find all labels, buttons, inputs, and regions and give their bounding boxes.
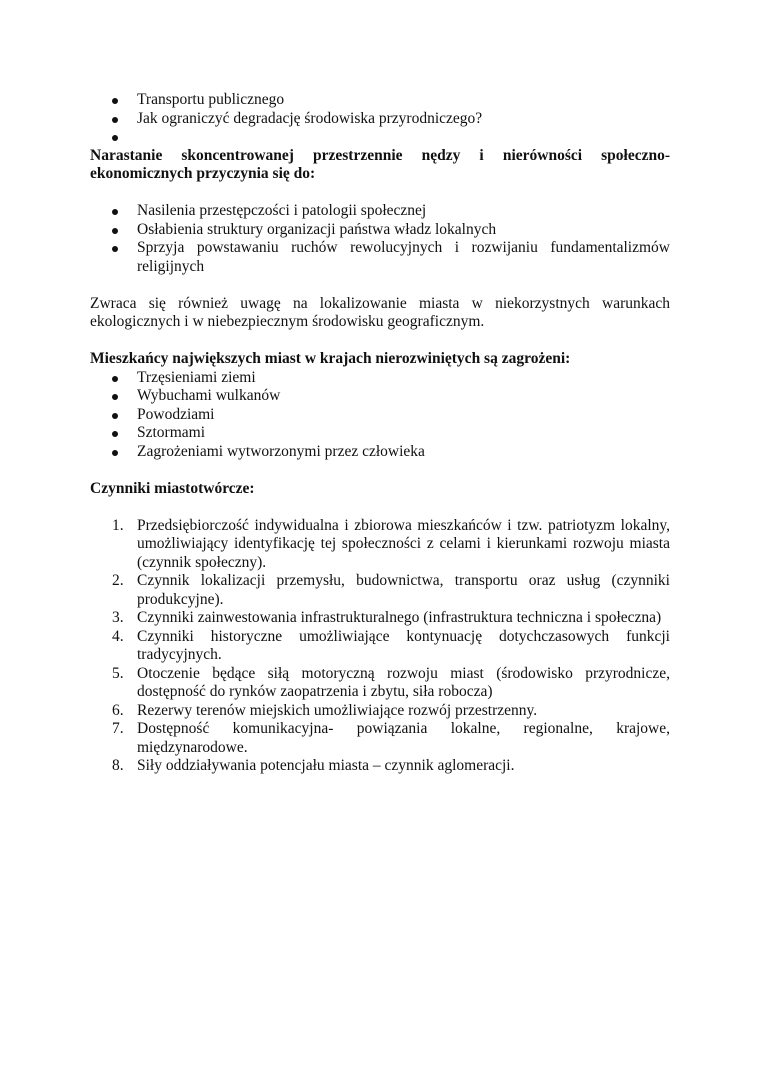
spacer [90,276,670,295]
list-item [90,628,670,665]
document-content [90,91,670,776]
list-number: 4. [112,627,124,645]
list-item [90,369,670,388]
list-item-text: Jak ograniczyć degradację środowiska przyrodniczego? [137,109,483,127]
bullet-icon [112,98,118,104]
list-item [90,128,670,147]
bullet-icon [112,228,118,234]
list-item-text: Zagrożeniami wytworzonymi przez człowieka [137,442,425,460]
list-item-text: Rezerwy terenów miejskich umożliwiające rozwój przestrzenny. [137,701,538,719]
list-item [90,665,670,702]
bullet-icon [112,246,118,252]
paragraph-location: Zwraca się również uwagę na lokalizowanie miasta w niekorzystnych warunkach ekologicznych i w niebezpiecznym środowisku geograficznym. [90,294,670,330]
spacer [90,332,670,351]
list-item [90,424,670,443]
list-item-text: Osłabienia struktury organizacji państwa władz lokalnych [137,220,497,238]
list-item-text: Przedsiębiorczość indywidualna i zbiorowa mieszkańców i tzw. patriotyzm lokalny, umożliwiający identyfikację tej społeczności z celami i kierunkami rozwoju miasta (czynnik społeczny). [137,516,670,571]
bullet-icon [112,117,118,123]
list-number: 6. [112,701,124,719]
spacer [90,184,670,203]
list-item-text: Czynniki zainwestowania infrastrukturalnego (infrastruktura techniczna i społeczna) [137,609,662,626]
list-number: 2. [112,572,124,589]
bullet-icon [112,431,118,437]
list-number: 5. [112,664,124,682]
list-item [90,239,670,276]
bullet-icon [112,376,118,382]
spacer [90,498,670,517]
list-item [90,609,670,628]
list-item-text: Trzęsieniami ziemi [137,368,256,386]
bullet-icon [112,394,118,400]
list-item [90,443,670,462]
bullet-list-inequality [90,202,670,276]
list-item-text: Transportu publicznego [137,91,285,108]
list-item-text: Sztormami [137,424,206,441]
list-item [90,517,670,573]
list-item [90,720,670,757]
list-item [90,406,670,425]
list-item-text: Wybuchami wulkanów [137,387,281,404]
list-item [90,757,670,776]
bullet-icon [112,450,118,456]
list-item-text: Nasilenia przestępczości i patologii społecznej [137,202,427,219]
list-item-text: Czynniki historyczne umożliwiające kontynuację dotychczasowych funkcji tradycyjnych. [137,627,670,663]
list-item [90,110,670,129]
list-item-text: Dostępność komunikacyjna- powiązania lokalne, regionalne, krajowe, międzynarodowe. [137,720,670,756]
heading-threats: Mieszkańcy największych miast w krajach nierozwiniętych są zagrożeni: [90,350,571,367]
bullet-icon [112,135,118,141]
bullet-icon [112,413,118,419]
heading-factors: Czynniki miastotwórcze: [90,479,255,497]
list-item-text: Otoczenie będące siłą motoryczną rozwoju miast (środowisko przyrodnicze, dostępność do rynków zaopatrzenia i zbytu, siła robocza) [137,664,670,700]
list-item-text: Siły oddziaływania potencjału miasta – czynnik aglomeracji. [137,757,515,774]
list-item [90,572,670,609]
list-item [90,202,670,221]
bullet-list-threats [90,369,670,462]
list-item [90,702,670,721]
bullet-list-top [90,91,670,147]
list-item [90,221,670,240]
list-number: 7. [112,720,124,737]
bullet-icon [112,209,118,215]
spacer [90,461,670,480]
list-item-text: Czynnik lokalizacji przemysłu, budownictwa, transportu oraz usług (czynniki produkcyjne). [137,572,670,608]
list-item-text: Sprzyja powstawaniu ruchów rewolucyjnych i rozwijaniu fundamentalizmów religijnych [137,239,670,275]
list-item [90,91,670,110]
heading-inequality: Narastanie skoncentrowanej przestrzennie nędzy i nierówności społeczno-ekonomicznych przyczynia się do: [90,146,670,182]
list-item [90,387,670,406]
list-item-text: Powodziami [137,405,215,423]
numbered-list-factors [90,517,670,776]
list-number: 8. [112,757,124,774]
list-number: 1. [112,516,124,534]
list-number: 3. [112,609,124,626]
